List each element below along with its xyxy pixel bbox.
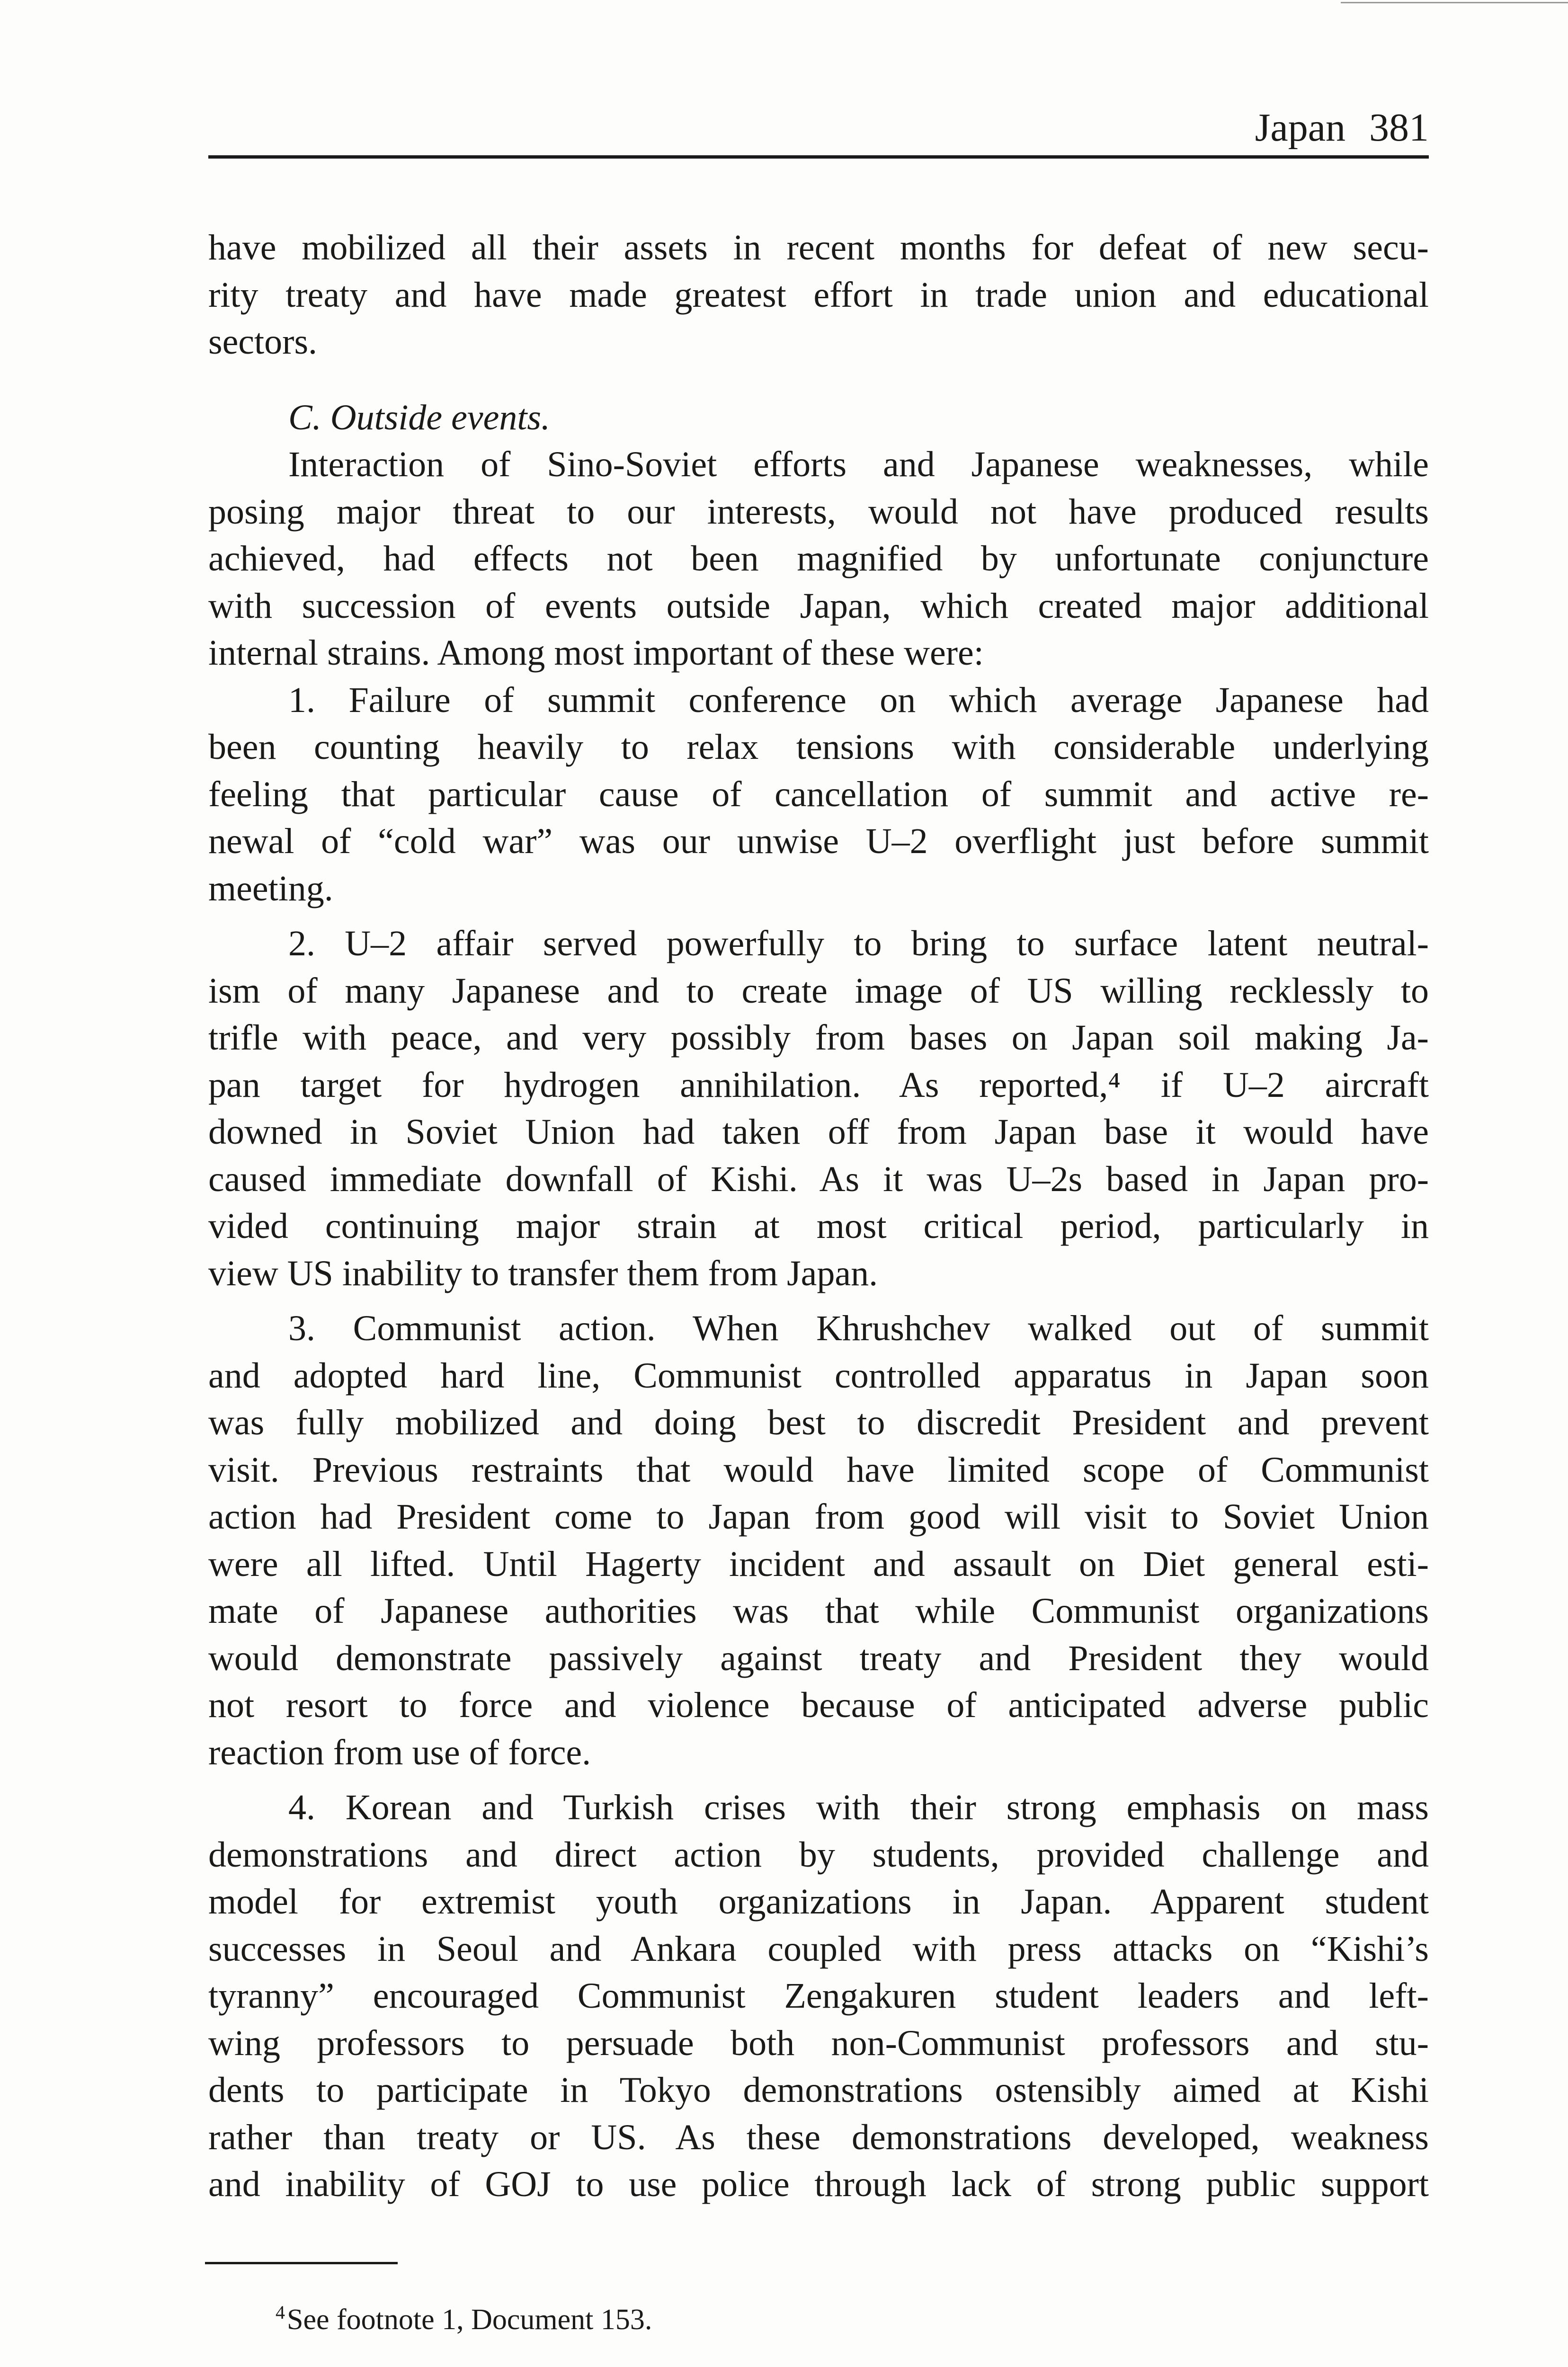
text-line: 4. Korean and Turkish crises with their strong emphasis on mass — [288, 1788, 1429, 1827]
text-line: vided continuing major strain at most critical period, particularly in — [208, 1206, 1429, 1246]
text-line: wing professors to persuade both non-Communist professors and stu- — [208, 2023, 1429, 2063]
text-line: meeting. — [208, 868, 333, 908]
paragraph — [208, 1305, 1429, 1776]
text-line: C. Outside events. — [288, 397, 551, 437]
running-title: Japan — [1255, 106, 1345, 150]
text-line: trifle with peace, and very possibly from bases on Japan soil making Ja- — [208, 1018, 1429, 1058]
text-line: successes in Seoul and Ankara coupled with press attacks on “Kishi’s — [208, 1929, 1429, 1969]
text-line: view US inability to transfer them from Japan. — [208, 1253, 878, 1293]
text-line: ism of many Japanese and to create image of US willing recklessly to — [208, 970, 1429, 1011]
text-line: 1. Failure of summit conference on which average Japanese had — [288, 680, 1429, 720]
text-line: Interaction of Sino-Soviet efforts and Japanese weaknesses, while — [288, 445, 1429, 484]
page-number: 381 — [1369, 106, 1429, 150]
text-line: achieved, had effects not been magnified by unfortunate conjuncture — [208, 539, 1429, 578]
paragraph — [208, 677, 1429, 913]
text-line: reaction from use of force. — [208, 1732, 591, 1772]
paragraph — [208, 224, 1429, 366]
footnote-marker: 4 — [276, 2302, 285, 2323]
text-line: newal of “cold war” was our unwise U–2 overflight just before summit — [208, 821, 1429, 861]
scan-edge-mark — [1341, 2, 1568, 3]
text-line: sectors. — [208, 322, 318, 362]
paragraph — [208, 1784, 1429, 2208]
text-line: internal strains. Among most important of these were: — [208, 633, 984, 673]
text-line: dents to participate in Tokyo demonstrations ostensibly aimed at Kishi — [208, 2070, 1429, 2110]
text-line: caused immediate downfall of Kishi. As it was U–2s based in Japan pro- — [208, 1159, 1429, 1199]
text-line: 2. U–2 affair served powerfully to bring to surface latent neutral- — [288, 924, 1429, 963]
text-line: posing major threat to our interests, would not have produced results — [208, 491, 1429, 532]
text-line: were all lifted. Until Hagerty incident and assault on Diet general esti- — [208, 1544, 1429, 1584]
text-line: model for extremist youth organizations in Japan. Apparent student — [208, 1882, 1429, 1922]
text-line: visit. Previous restraints that would have limited scope of Communist — [208, 1450, 1429, 1490]
text-line: rity treaty and have made greatest effort in trade union and educational — [208, 275, 1429, 315]
text-line: was fully mobilized and doing best to discredit President and prevent — [208, 1403, 1429, 1442]
paragraph — [208, 441, 1429, 677]
text-line: pan target for hydrogen annihilation. As reported,⁴ if U–2 aircraft — [208, 1065, 1429, 1105]
footnote-rule — [205, 2262, 398, 2264]
header-rule — [208, 155, 1429, 159]
text-line: downed in Soviet Union had taken off from Japan base it would have — [208, 1112, 1429, 1152]
text-line: been counting heavily to relax tensions with considerable underlying — [208, 727, 1429, 767]
text-line: with succession of events outside Japan, which created major additional — [208, 586, 1429, 626]
text-line: and adopted hard line, Communist controlled apparatus in Japan soon — [208, 1355, 1429, 1396]
footnote-text: See footnote 1, Document 153. — [287, 2304, 652, 2336]
text-line: 3. Communist action. When Khrushchev walked out of summit — [288, 1308, 1429, 1348]
text-line: have mobilized all their assets in recent months for defeat of new secu- — [208, 228, 1429, 267]
text-line: not resort to force and violence because of anticipated adverse public — [208, 1685, 1429, 1725]
text-line: feeling that particular cause of cancellation of summit and active re- — [208, 774, 1429, 814]
text-line: action had President come to Japan from good will visit to Soviet Union — [208, 1497, 1429, 1537]
paragraph — [208, 920, 1429, 1297]
footnote — [276, 2294, 652, 2339]
text-line: and inability of GOJ to use police through lack of strong public support — [208, 2164, 1429, 2204]
text-line: demonstrations and direct action by students, provided challenge and — [208, 1834, 1429, 1875]
text-line: would demonstrate passively against treaty and President they would — [208, 1638, 1429, 1678]
running-header — [208, 102, 1429, 154]
text-line: mate of Japanese authorities was that while Communist organizations — [208, 1591, 1429, 1631]
section-heading — [208, 394, 1429, 442]
text-line: tyranny” encouraged Communist Zengakuren student leaders and left- — [208, 1976, 1429, 2016]
body-text — [208, 224, 1429, 2208]
text-line: rather than treaty or US. As these demonstrations developed, weakness — [208, 2117, 1429, 2157]
